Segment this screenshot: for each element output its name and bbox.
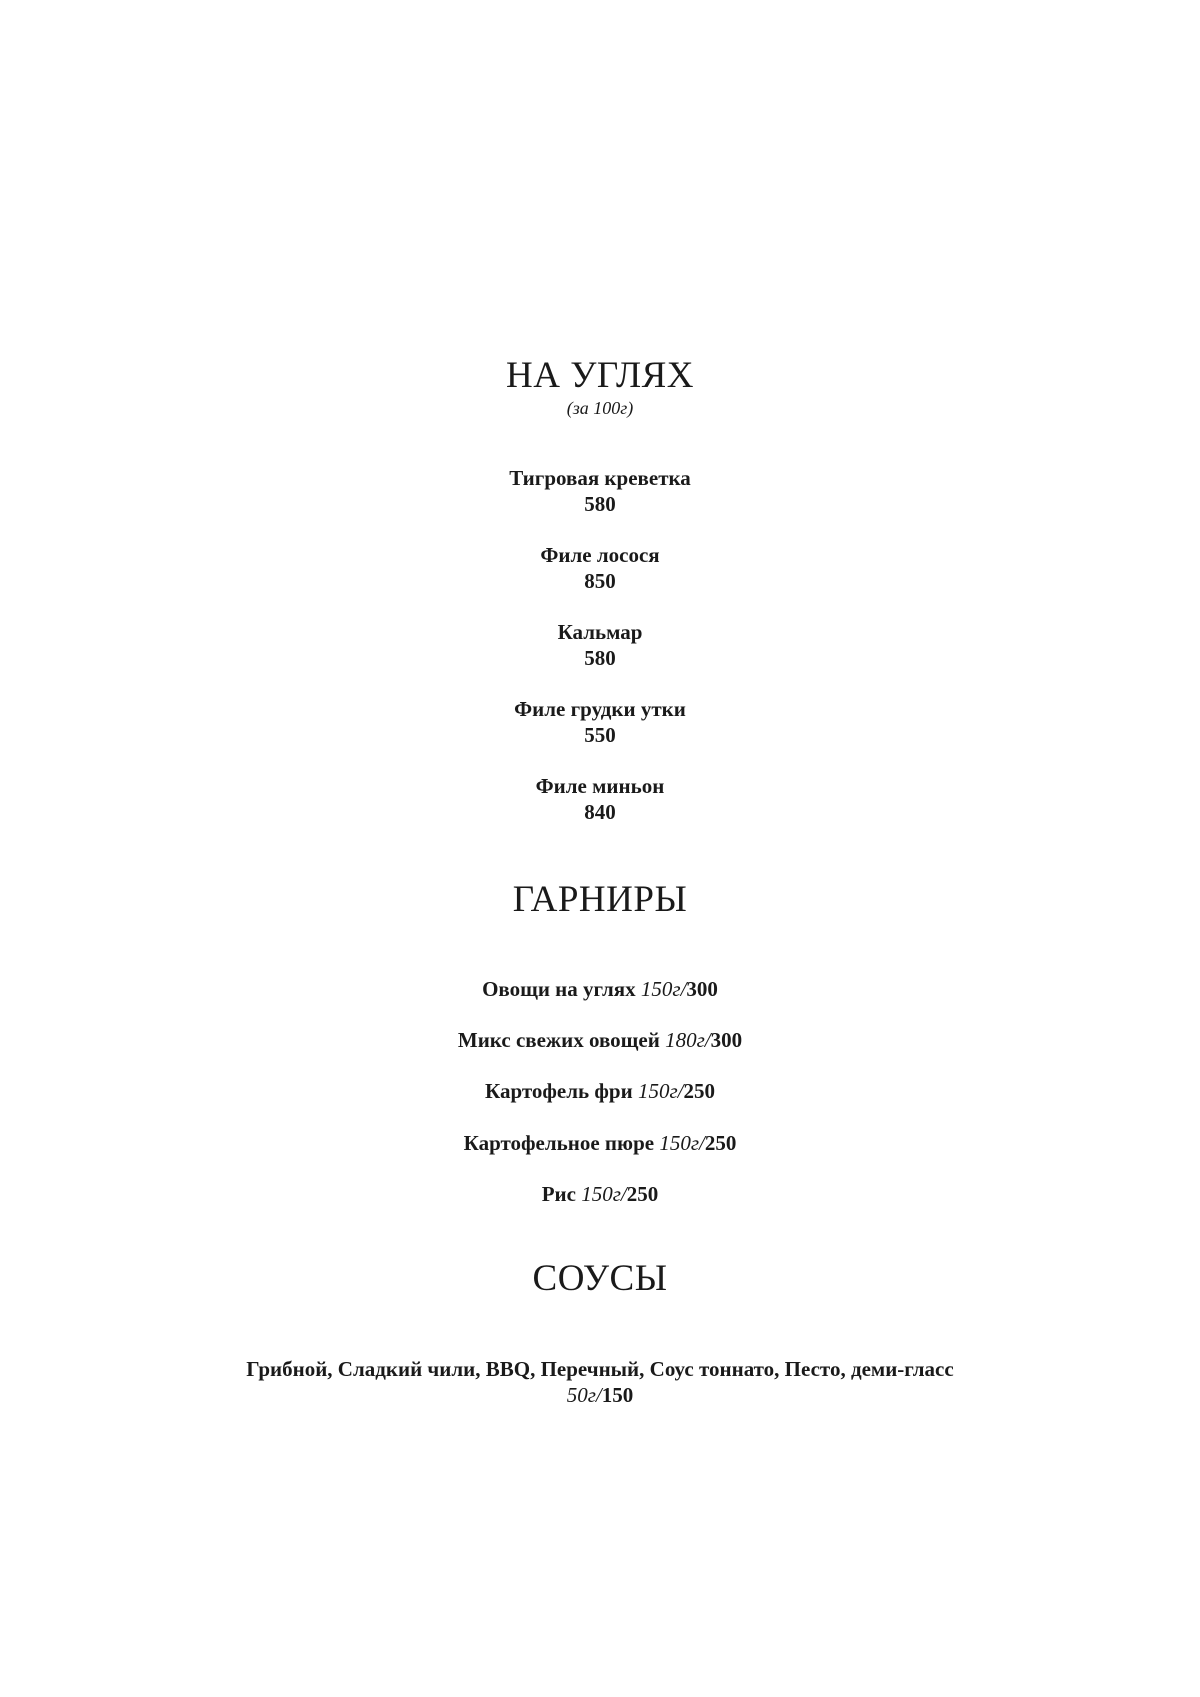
grill-item-name: Филе грудки утки	[514, 697, 686, 721]
side-item	[0, 1078, 1200, 1104]
sauces-price: 150	[601, 1383, 634, 1407]
side-item-price: 300	[686, 977, 718, 1001]
grill-section-title: НА УГЛЯХ	[506, 355, 694, 396]
grill-item-price: 550	[584, 723, 616, 747]
side-item-price: 250	[626, 1182, 659, 1206]
side-item-price: 250	[704, 1131, 737, 1155]
side-item-weight: 150г/	[637, 1079, 684, 1103]
side-item	[0, 1130, 1200, 1156]
side-item-name: Картофельное пюре	[463, 1131, 655, 1155]
grill-section-note: (за 100г)	[566, 398, 634, 418]
side-item-price: 250	[683, 1079, 715, 1103]
sauces-price-line	[0, 1382, 1200, 1408]
side-item	[0, 976, 1200, 1002]
grill-item-price: 580	[584, 492, 616, 516]
grill-item-name: Филе лосося	[540, 543, 660, 567]
grill-item-price: 840	[584, 800, 616, 824]
side-item-weight: 150г/	[659, 1131, 705, 1155]
side-item-name: Микс свежих овощей	[457, 1028, 660, 1052]
sauces-section-title: СОУСЫ	[532, 1258, 668, 1299]
grill-item-price: 580	[584, 646, 616, 670]
side-item-weight: 150г/	[640, 977, 687, 1001]
side-item-name: Картофель фри	[485, 1079, 633, 1103]
sides-section-title: ГАРНИРЫ	[512, 879, 688, 920]
grill-item-name: Тигровая креветка	[509, 466, 691, 490]
side-item-price: 300	[710, 1028, 743, 1052]
side-item-name: Рис	[541, 1182, 576, 1206]
side-item	[0, 1181, 1200, 1207]
side-item-weight: 180г/	[665, 1028, 711, 1052]
side-item-weight: 150г/	[581, 1182, 627, 1206]
grill-item-name: Филе миньон	[535, 774, 665, 798]
side-item	[0, 1027, 1200, 1053]
sauces-weight: 50г/	[566, 1383, 602, 1407]
grill-item-name: Кальмар	[557, 620, 643, 644]
side-item-name: Овощи на углях	[482, 977, 636, 1001]
grill-item-price: 850	[584, 569, 616, 593]
sauces-list: Грибной, Сладкий чили, BBQ, Перечный, Соус тоннато, Песто, деми-гласс	[246, 1357, 954, 1381]
